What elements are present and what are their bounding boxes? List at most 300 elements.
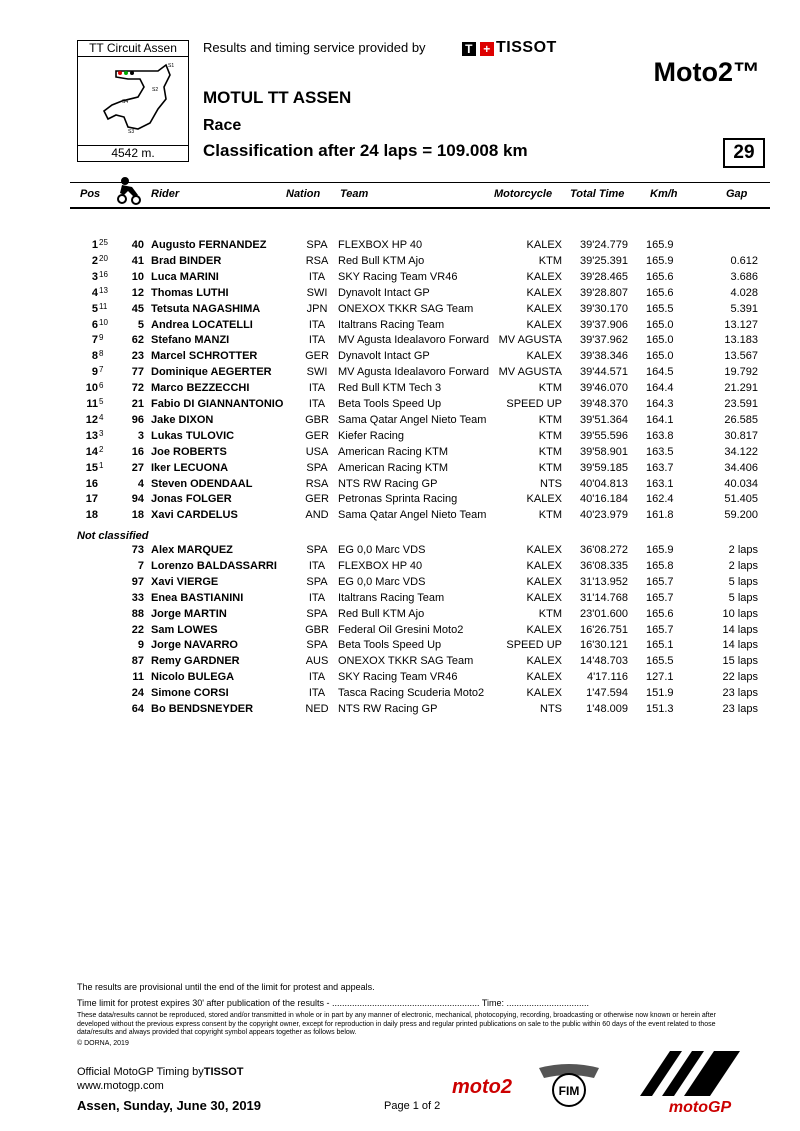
rider-cell: Bo BENDSNEYDER bbox=[151, 703, 254, 715]
team-cell: FLEXBOX HP 40 bbox=[338, 559, 423, 572]
kmh-cell: 164.5 bbox=[646, 366, 674, 379]
number-cell: 18 bbox=[131, 509, 144, 522]
motorcycle-cell: SPEED UP bbox=[506, 398, 562, 410]
table-row bbox=[0, 428, 800, 444]
nation-cell: USA bbox=[305, 445, 329, 458]
kmh-cell: 165.8 bbox=[646, 559, 674, 572]
session-name: Race bbox=[203, 117, 242, 134]
team-cell: Red Bull KTM Ajo bbox=[338, 254, 425, 267]
motorcycle-cell: KALEX bbox=[526, 655, 562, 668]
grid-cell: 25 bbox=[99, 238, 108, 247]
pos-cell: 15 bbox=[85, 461, 98, 474]
number-cell: 4 bbox=[137, 477, 144, 490]
nation-cell: SPA bbox=[306, 544, 328, 556]
nation-cell: SPA bbox=[306, 575, 328, 588]
team-cell: Kiefer Racing bbox=[338, 429, 405, 442]
gap-cell: 2 laps bbox=[728, 544, 758, 556]
gap-cell: 2 laps bbox=[728, 559, 758, 572]
team-cell: Sama Qatar Angel Nieto Team bbox=[338, 509, 487, 522]
circuit-name: TT Circuit Assen bbox=[78, 41, 188, 57]
nation-cell: JPN bbox=[306, 302, 328, 315]
table-row bbox=[0, 332, 800, 348]
motorcycle-cell: MV AGUSTA bbox=[498, 334, 562, 347]
gap-cell: 5 laps bbox=[728, 575, 758, 588]
rider-cell: Alex MARQUEZ bbox=[151, 544, 233, 556]
table-row bbox=[0, 412, 800, 428]
location-date: Assen, Sunday, June 30, 2019 bbox=[77, 1098, 262, 1113]
motorcycle-cell: KTM bbox=[538, 461, 562, 474]
protest-limit: Time limit for protest expires 30' after publication of the results - ........................................................... Time: ................................. bbox=[77, 998, 590, 1008]
total-time-cell: 39'48.370 bbox=[580, 398, 628, 410]
total-time-cell: 39'38.346 bbox=[580, 350, 628, 363]
table-row bbox=[0, 476, 800, 492]
number-cell: 12 bbox=[131, 286, 144, 299]
gap-cell: 26.585 bbox=[724, 413, 758, 426]
motorcycle-cell: KALEX bbox=[526, 575, 562, 588]
col-nation: Nation bbox=[286, 188, 321, 200]
table-row bbox=[0, 590, 800, 606]
number-cell: 73 bbox=[131, 544, 144, 556]
nation-cell: ITA bbox=[308, 334, 326, 347]
total-time-cell: 39'51.364 bbox=[580, 413, 628, 426]
table-row bbox=[0, 491, 800, 507]
table-row bbox=[0, 317, 800, 333]
kmh-cell: 163.8 bbox=[646, 429, 674, 442]
number-cell: 87 bbox=[131, 655, 144, 668]
number-cell: 9 bbox=[137, 639, 144, 652]
total-time-cell: 36'08.335 bbox=[580, 559, 628, 572]
nation-cell: AND bbox=[305, 509, 329, 522]
page-indicator: Page 1 of 2 bbox=[384, 1100, 441, 1112]
svg-text:S2: S2 bbox=[152, 87, 159, 93]
team-cell: American Racing KTM bbox=[338, 461, 449, 474]
official-timing bbox=[77, 1066, 244, 1078]
official-timing-text: Official MotoGP Timing by bbox=[77, 1066, 204, 1078]
gap-cell: 13.183 bbox=[724, 334, 758, 347]
pos-cell: 3 bbox=[91, 270, 98, 283]
total-time-cell: 16'26.751 bbox=[580, 623, 628, 636]
motorcycle-cell: KTM bbox=[538, 445, 562, 458]
team-cell: Red Bull KTM Tech 3 bbox=[338, 382, 442, 395]
motorcycle-cell: KALEX bbox=[526, 623, 562, 636]
swiss-cross-icon: + bbox=[480, 42, 494, 56]
svg-text:S3: S3 bbox=[128, 129, 135, 135]
team-cell: Dynavolt Intact GP bbox=[338, 286, 430, 299]
gap-cell: 23 laps bbox=[722, 703, 758, 715]
grid-cell: 10 bbox=[99, 317, 108, 327]
grid-cell: 8 bbox=[99, 349, 104, 359]
table-row bbox=[0, 558, 800, 574]
kmh-cell: 165.0 bbox=[646, 350, 674, 363]
nation-cell: ITA bbox=[308, 559, 326, 572]
nation-cell: ITA bbox=[308, 591, 326, 604]
nation-cell: NED bbox=[305, 703, 329, 715]
motogp-logo-icon bbox=[630, 1046, 770, 1116]
grid-cell: 7 bbox=[99, 365, 104, 375]
rider-cell: Jonas FOLGER bbox=[151, 493, 232, 506]
nation-cell: SWI bbox=[306, 366, 328, 379]
pos-cell: 8 bbox=[91, 350, 98, 363]
nation-cell: GBR bbox=[305, 623, 329, 636]
total-time-cell: 39'59.185 bbox=[580, 461, 628, 474]
grid-cell: 16 bbox=[99, 269, 108, 279]
tissot-brand: TISSOT bbox=[496, 39, 557, 56]
motorcycle-cell: KALEX bbox=[526, 302, 562, 315]
table-row bbox=[0, 301, 800, 317]
kmh-cell: 165.9 bbox=[646, 544, 674, 556]
number-cell: 5 bbox=[137, 318, 144, 331]
number-cell: 97 bbox=[131, 575, 144, 588]
table-row bbox=[0, 669, 800, 685]
motorcycle-cell: MV AGUSTA bbox=[498, 366, 562, 379]
grid-cell: 11 bbox=[99, 301, 108, 311]
table-row bbox=[0, 542, 800, 558]
number-cell: 23 bbox=[131, 350, 144, 363]
kmh-cell: 165.0 bbox=[646, 318, 674, 331]
nation-cell: AUS bbox=[305, 655, 329, 668]
rider-cell: Marcel SCHROTTER bbox=[151, 350, 258, 363]
team-cell: ONEXOX TKKR SAG Team bbox=[338, 655, 474, 668]
kmh-cell: 165.5 bbox=[646, 302, 674, 315]
circuit-map-icon bbox=[78, 57, 188, 145]
rider-cell: Simone CORSI bbox=[151, 687, 229, 700]
total-time-cell: 40'04.813 bbox=[580, 477, 628, 490]
grid-cell: 1 bbox=[99, 460, 104, 470]
rider-cell: Xavi CARDELUS bbox=[151, 509, 238, 522]
team-cell: Dynavolt Intact GP bbox=[338, 350, 430, 363]
table-row bbox=[0, 444, 800, 460]
nation-cell: SPA bbox=[306, 461, 328, 474]
rider-cell: Andrea LOCATELLI bbox=[151, 318, 253, 331]
rider-cell: Luca MARINI bbox=[151, 270, 219, 283]
team-cell: Beta Tools Speed Up bbox=[338, 639, 442, 652]
gap-cell: 51.405 bbox=[724, 493, 758, 506]
table-row bbox=[0, 348, 800, 364]
nation-cell: GBR bbox=[305, 413, 329, 426]
pos-cell: 11 bbox=[86, 398, 98, 410]
nation-cell: ITA bbox=[308, 671, 326, 684]
gap-cell: 13.127 bbox=[724, 318, 758, 331]
gap-cell: 3.686 bbox=[730, 270, 758, 283]
team-cell: Sama Qatar Angel Nieto Team bbox=[338, 413, 487, 426]
total-time-cell: 40'16.184 bbox=[580, 493, 628, 506]
table-row bbox=[0, 285, 800, 301]
team-cell: EG 0,0 Marc VDS bbox=[338, 575, 426, 588]
circuit-box bbox=[77, 40, 189, 162]
rider-cell: Brad BINDER bbox=[151, 254, 222, 267]
table-row bbox=[0, 653, 800, 669]
kmh-cell: 165.9 bbox=[646, 254, 674, 267]
motorcycle-cell: KALEX bbox=[526, 350, 562, 363]
rider-cell: Steven ODENDAAL bbox=[151, 477, 253, 490]
team-cell: SKY Racing Team VR46 bbox=[338, 671, 458, 684]
number-cell: 22 bbox=[131, 623, 144, 636]
total-time-cell: 40'23.979 bbox=[580, 509, 628, 522]
gap-cell: 34.406 bbox=[724, 461, 758, 474]
nation-cell: SPA bbox=[306, 607, 328, 620]
number-cell: 77 bbox=[131, 366, 144, 379]
number-cell: 40 bbox=[131, 239, 144, 251]
rider-cell: Jake DIXON bbox=[151, 413, 214, 426]
grid-cell: 20 bbox=[99, 253, 108, 263]
event-name: MOTUL TT ASSEN bbox=[203, 88, 352, 107]
rider-cell: Joe ROBERTS bbox=[151, 445, 227, 458]
total-time-cell: 1'47.594 bbox=[586, 687, 628, 700]
pos-cell: 14 bbox=[85, 445, 98, 458]
pos-cell: 1 bbox=[91, 239, 98, 251]
total-time-cell: 39'46.070 bbox=[580, 382, 628, 395]
rider-cell: Enea BASTIANINI bbox=[151, 591, 244, 604]
number-cell: 41 bbox=[131, 254, 144, 267]
rider-cell: Jorge NAVARRO bbox=[151, 639, 238, 652]
rider-cell: Stefano MANZI bbox=[151, 334, 230, 347]
team-cell: MV Agusta Idealavoro Forward bbox=[338, 334, 490, 347]
rider-cell: Thomas LUTHI bbox=[151, 286, 229, 299]
kmh-cell: 164.4 bbox=[646, 382, 674, 395]
total-time-cell: 1'48.009 bbox=[586, 703, 628, 715]
col-motorcycle: Motorcycle bbox=[494, 188, 553, 200]
table-row bbox=[0, 507, 800, 523]
provisional-note: The results are provisional until the end of the limit for protest and appeals. bbox=[77, 982, 375, 992]
rider-cell: Fabio DI GIANNANTONIO bbox=[151, 398, 284, 410]
fim-logo-icon bbox=[534, 1060, 604, 1110]
gap-cell: 10 laps bbox=[722, 607, 758, 620]
svg-text:S1: S1 bbox=[168, 63, 175, 69]
team-cell: NTS RW Racing GP bbox=[338, 477, 438, 490]
table-row bbox=[0, 237, 800, 253]
pos-cell: 4 bbox=[91, 286, 98, 299]
grid-cell: 13 bbox=[99, 285, 108, 295]
total-time-cell: 39'37.962 bbox=[580, 334, 628, 347]
kmh-cell: 165.6 bbox=[646, 607, 674, 620]
number-cell: 21 bbox=[131, 398, 144, 410]
kmh-cell: 165.6 bbox=[646, 270, 674, 283]
total-time-cell: 39'30.170 bbox=[580, 302, 628, 315]
number-cell: 27 bbox=[131, 461, 144, 474]
nation-cell: RSA bbox=[305, 477, 329, 490]
kmh-cell: 165.7 bbox=[646, 575, 674, 588]
kmh-cell: 165.9 bbox=[646, 239, 674, 251]
rider-cell: Marco BEZZECCHI bbox=[151, 382, 250, 395]
rider-cell: Augusto FERNANDEZ bbox=[151, 239, 267, 251]
table-row bbox=[0, 253, 800, 269]
nation-cell: SPA bbox=[306, 239, 328, 251]
kmh-cell: 162.4 bbox=[646, 493, 674, 506]
number-cell: 72 bbox=[131, 382, 144, 395]
gap-cell: 14 laps bbox=[722, 623, 758, 636]
col-gap: Gap bbox=[726, 188, 748, 200]
page-number-box: 29 bbox=[723, 138, 765, 168]
total-time-cell: 39'25.391 bbox=[580, 254, 628, 267]
table-row bbox=[0, 380, 800, 396]
grid-cell: 2 bbox=[99, 444, 104, 454]
kmh-cell: 151.9 bbox=[646, 687, 674, 700]
total-time-cell: 16'30.121 bbox=[580, 639, 628, 652]
kmh-cell: 163.7 bbox=[646, 461, 674, 474]
kmh-cell: 165.1 bbox=[646, 639, 674, 652]
nation-cell: ITA bbox=[308, 687, 326, 700]
gap-cell: 5.391 bbox=[730, 302, 758, 315]
total-time-cell: 39'44.571 bbox=[580, 366, 628, 379]
gap-cell: 14 laps bbox=[722, 639, 758, 652]
grid-cell: 5 bbox=[99, 397, 104, 406]
rider-cell: Sam LOWES bbox=[151, 623, 218, 636]
rider-cell: Dominique AEGERTER bbox=[151, 366, 272, 379]
kmh-cell: 127.1 bbox=[646, 671, 674, 684]
gap-cell: 21.291 bbox=[724, 382, 758, 395]
moto2-logo: moto2 bbox=[452, 1076, 512, 1098]
number-cell: 33 bbox=[131, 591, 144, 604]
team-cell: Beta Tools Speed Up bbox=[338, 398, 442, 410]
motorcycle-cell: KALEX bbox=[526, 671, 562, 684]
number-cell: 3 bbox=[137, 429, 144, 442]
total-time-cell: 39'55.596 bbox=[580, 429, 628, 442]
kmh-cell: 164.1 bbox=[646, 413, 674, 426]
number-cell: 62 bbox=[131, 334, 144, 347]
nation-cell: ITA bbox=[308, 382, 326, 395]
copyright-owner: © DORNA, 2019 bbox=[77, 1040, 129, 1047]
kmh-cell: 165.5 bbox=[646, 655, 674, 668]
rider-cell: Lorenzo BALDASSARRI bbox=[151, 559, 277, 572]
grid-cell: 9 bbox=[99, 333, 104, 343]
table-row bbox=[0, 396, 800, 412]
kmh-cell: 161.8 bbox=[646, 509, 674, 522]
kmh-cell: 165.6 bbox=[646, 286, 674, 299]
number-cell: 16 bbox=[131, 445, 144, 458]
rider-cell: Iker LECUONA bbox=[151, 461, 229, 474]
total-time-cell: 14'48.703 bbox=[580, 655, 628, 668]
total-time-cell: 39'24.779 bbox=[580, 239, 628, 251]
motogp-url[interactable]: www.motogp.com bbox=[77, 1080, 164, 1092]
motorcycle-cell: KTM bbox=[538, 254, 562, 267]
gap-cell: 22 laps bbox=[722, 671, 758, 684]
table-row bbox=[0, 685, 800, 701]
gap-cell: 15 laps bbox=[722, 655, 758, 668]
table-row bbox=[0, 269, 800, 285]
category-title: Moto2™ bbox=[653, 57, 760, 87]
kmh-cell: 165.7 bbox=[646, 591, 674, 604]
team-cell: Federal Oil Gresini Moto2 bbox=[338, 623, 464, 636]
team-cell: Italtrans Racing Team bbox=[338, 318, 445, 331]
number-cell: 24 bbox=[131, 687, 144, 700]
motorcycle-cell: KTM bbox=[538, 509, 562, 522]
motorcycle-cell: KALEX bbox=[526, 239, 562, 251]
tissot-logo bbox=[462, 39, 557, 57]
pos-cell: 18 bbox=[85, 509, 98, 522]
total-time-cell: 31'13.952 bbox=[580, 575, 628, 588]
gap-cell: 5 laps bbox=[728, 591, 758, 604]
col-kmh: Km/h bbox=[650, 188, 678, 200]
total-time-cell: 31'14.768 bbox=[580, 591, 628, 604]
total-time-cell: 39'37.906 bbox=[580, 318, 628, 331]
team-cell: SKY Racing Team VR46 bbox=[338, 270, 458, 283]
motorcycle-cell: KALEX bbox=[526, 544, 562, 556]
circuit-length: 4542 m. bbox=[78, 145, 188, 161]
gap-cell: 40.034 bbox=[724, 477, 758, 490]
motorcycle-cell: KALEX bbox=[526, 286, 562, 299]
col-total-time: Total Time bbox=[570, 188, 625, 200]
total-time-cell: 36'08.272 bbox=[580, 544, 628, 556]
team-cell: NTS RW Racing GP bbox=[338, 703, 438, 715]
total-time-cell: 23'01.600 bbox=[580, 607, 628, 620]
total-time-cell: 39'58.901 bbox=[580, 445, 628, 458]
motorcycle-cell: KALEX bbox=[526, 559, 562, 572]
nation-cell: RSA bbox=[305, 254, 329, 267]
number-cell: 10 bbox=[131, 270, 144, 283]
motorcycle-cell: KALEX bbox=[526, 493, 562, 506]
motorcycle-cell: KTM bbox=[538, 429, 562, 442]
col-pos: Pos bbox=[80, 188, 101, 200]
pos-cell: 10 bbox=[85, 382, 98, 395]
col-rider: Rider bbox=[151, 188, 180, 200]
provided-by-text: Results and timing service provided by bbox=[203, 40, 426, 55]
motorcycle-cell: NTS bbox=[540, 477, 562, 490]
pos-cell: 6 bbox=[91, 318, 98, 331]
team-cell: MV Agusta Idealavoro Forward bbox=[338, 366, 490, 379]
gap-cell: 30.817 bbox=[724, 429, 758, 442]
gap-cell: 23 laps bbox=[722, 687, 758, 700]
pos-cell: 13 bbox=[85, 429, 98, 442]
gap-cell: 59.200 bbox=[724, 509, 758, 522]
kmh-cell: 165.0 bbox=[646, 334, 674, 347]
total-time-cell: 4'17.116 bbox=[586, 671, 628, 684]
team-cell: ONEXOX TKKR SAG Team bbox=[338, 302, 474, 315]
team-cell: EG 0,0 Marc VDS bbox=[338, 544, 426, 556]
pos-cell: 5 bbox=[91, 302, 98, 315]
number-cell: 7 bbox=[137, 559, 144, 572]
table-row bbox=[0, 622, 800, 638]
motorcycle-cell: NTS bbox=[540, 703, 562, 715]
table-row bbox=[0, 637, 800, 653]
not-classified-label: Not classified bbox=[77, 530, 149, 542]
tissot-t-icon: T bbox=[462, 42, 476, 56]
total-time-cell: 39'28.807 bbox=[580, 286, 628, 299]
kmh-cell: 164.3 bbox=[646, 398, 674, 410]
team-cell: Red Bull KTM Ajo bbox=[338, 607, 425, 620]
official-timing-brand: TISSOT bbox=[203, 1066, 244, 1078]
gap-cell: 0.612 bbox=[730, 254, 758, 267]
motorcycle-cell: KALEX bbox=[526, 591, 562, 604]
rider-cell: Jorge MARTIN bbox=[151, 607, 227, 620]
grid-cell: 6 bbox=[99, 381, 104, 391]
kmh-cell: 151.3 bbox=[646, 703, 674, 715]
table-row bbox=[0, 460, 800, 476]
team-cell: American Racing KTM bbox=[338, 445, 449, 458]
motorcycle-cell: KTM bbox=[538, 607, 562, 620]
table-row bbox=[0, 364, 800, 380]
motorcycle-cell: KALEX bbox=[526, 687, 562, 700]
nation-cell: ITA bbox=[308, 398, 326, 410]
rider-cell: Remy GARDNER bbox=[151, 655, 240, 668]
motorcycle-cell: SPEED UP bbox=[506, 639, 562, 652]
motorcycle-cell: KALEX bbox=[526, 270, 562, 283]
gap-cell: 19.792 bbox=[724, 366, 758, 379]
kmh-cell: 163.5 bbox=[646, 445, 674, 458]
number-cell: 64 bbox=[131, 703, 144, 715]
number-cell: 88 bbox=[131, 607, 144, 620]
nation-cell: GER bbox=[305, 350, 329, 363]
table-row bbox=[0, 701, 800, 717]
pos-cell: 16 bbox=[85, 477, 98, 490]
motogp-logo-text: motoGP bbox=[668, 1099, 732, 1116]
nation-cell: GER bbox=[305, 429, 329, 442]
col-team: Team bbox=[340, 188, 369, 200]
table-header bbox=[70, 182, 770, 209]
motorcycle-rider-icon bbox=[116, 175, 142, 205]
table-row bbox=[0, 606, 800, 622]
pos-cell: 2 bbox=[91, 254, 98, 267]
grid-cell: 4 bbox=[99, 412, 104, 422]
